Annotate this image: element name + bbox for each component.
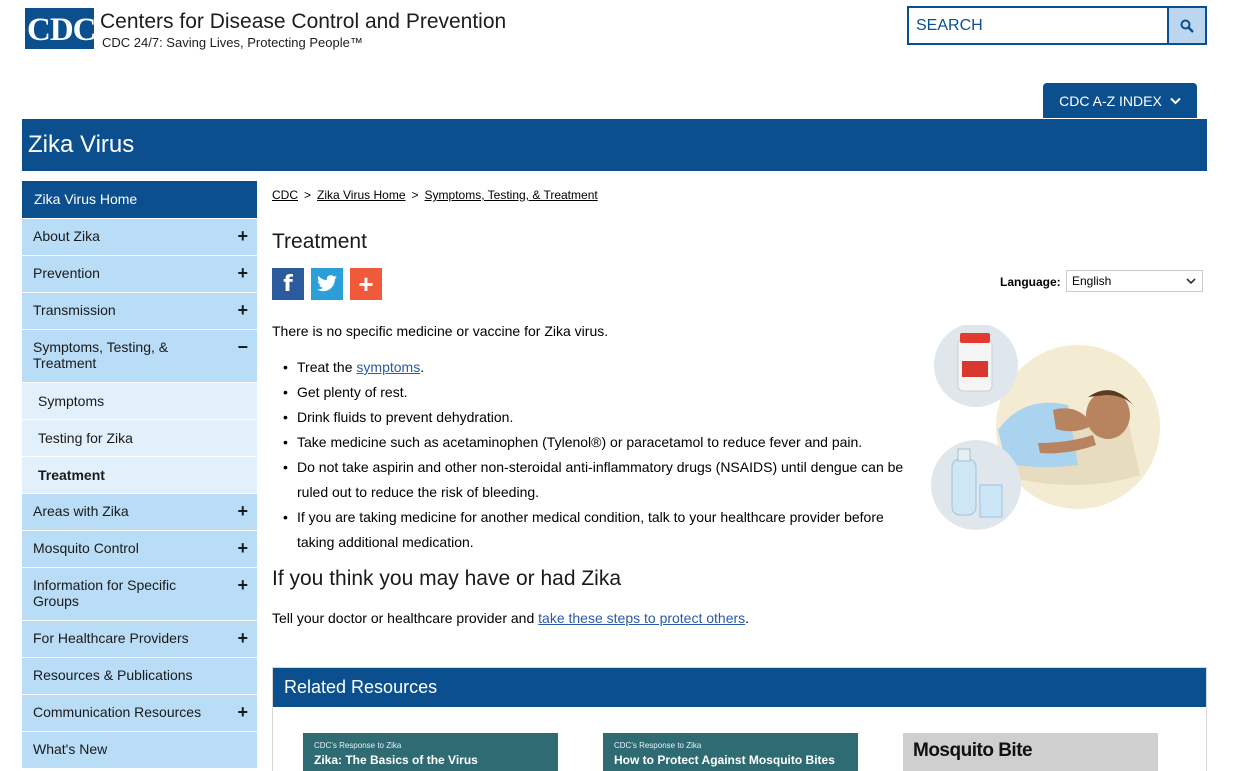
resting-person-illustration xyxy=(928,325,1163,535)
sidebar-item-label: Symptoms, Testing, & Treatment xyxy=(33,339,169,371)
share-buttons xyxy=(272,268,382,300)
sidebar-item-label: About Zika xyxy=(33,228,100,244)
sidebar-item-label: Areas with Zika xyxy=(33,503,129,519)
language-select[interactable] xyxy=(1066,270,1203,292)
list-item: • Get plenty of rest. xyxy=(297,380,907,405)
facebook-icon: f xyxy=(283,271,293,297)
language-label: Language: xyxy=(1000,275,1061,289)
sidebar-item-about-zika[interactable] xyxy=(22,218,257,255)
list-item: • Drink fluids to prevent dehydration. xyxy=(297,405,907,430)
org-name[interactable]: Centers for Disease Control and Prevention xyxy=(100,10,507,33)
facebook-share-button[interactable] xyxy=(272,268,304,300)
expand-plus-icon[interactable]: + xyxy=(237,702,248,722)
org-tagline: CDC 24/7: Saving Lives, Protecting People™ xyxy=(102,35,363,50)
sidebar-item-communication-resources[interactable] xyxy=(22,694,257,731)
sidebar-item-label: Mosquito Control xyxy=(33,540,139,556)
sidebar-item-label: Information for Specific Groups xyxy=(33,577,177,609)
expand-plus-icon[interactable]: + xyxy=(237,628,248,648)
breadcrumb-symptoms[interactable]: Symptoms, Testing, & Treatment xyxy=(424,188,598,202)
expand-plus-icon[interactable]: + xyxy=(237,575,248,595)
sidebar-item-label: Resources & Publications xyxy=(33,667,193,683)
search-icon xyxy=(1180,19,1194,33)
language-selected-value: English xyxy=(1072,274,1112,288)
list-item: • If you are taking medicine for another medical condition, talk to your healthcare provider before taking additional medication. xyxy=(297,505,907,555)
cdc-logo[interactable]: CDC xyxy=(25,8,94,49)
sidebar-item-areas-with-zika[interactable] xyxy=(22,493,257,530)
addthis-share-button[interactable] xyxy=(350,268,382,300)
sidebar-item-label: Communication Resources xyxy=(33,704,202,720)
sidebar-item-resources-publications[interactable] xyxy=(22,657,257,694)
breadcrumb: CDC > Zika Virus Home > Symptoms, Testing, & Treatment xyxy=(272,188,598,202)
sidebar-item-prevention[interactable] xyxy=(22,255,257,292)
list-item: • Take medicine such as acetaminophen (Tylenol®) or paracetamol to reduce fever and pain. xyxy=(297,430,907,455)
az-index-button[interactable] xyxy=(1043,83,1197,118)
list-item: • Do not take aspirin and other non-steroidal anti-inflammatory drugs (NSAIDS) until dengue can be ruled out to reduce the risk of bleeding. xyxy=(297,455,907,505)
sidebar-item-healthcare-providers[interactable] xyxy=(22,620,257,657)
symptoms-link[interactable]: symptoms xyxy=(356,359,421,375)
search-input[interactable] xyxy=(909,8,1167,43)
sidebar-item-home[interactable]: Zika Virus Home xyxy=(22,181,257,218)
twitter-share-button[interactable] xyxy=(311,268,343,300)
breadcrumb-zika-home[interactable]: Zika Virus Home xyxy=(317,188,406,202)
page-banner xyxy=(22,119,1207,171)
related-resources-panel xyxy=(272,667,1207,771)
chevron-down-icon xyxy=(1170,97,1181,105)
treatment-list xyxy=(297,355,907,555)
page-title: Treatment xyxy=(272,230,367,253)
search-box xyxy=(907,6,1207,45)
search-button[interactable] xyxy=(1167,8,1205,43)
breadcrumb-cdc[interactable]: CDC xyxy=(272,188,298,202)
resource-card[interactable]: CDC's Response to Zika Zika: The Basics of the Virus xyxy=(303,733,558,771)
sidebar-item-label: Transmission xyxy=(33,302,116,318)
advice-text: Tell your doctor or healthcare provider and take these steps to protect others. xyxy=(272,610,750,626)
collapse-minus-icon[interactable]: − xyxy=(237,337,248,357)
twitter-icon xyxy=(316,275,338,293)
az-index-label: CDC A-Z INDEX xyxy=(1059,92,1162,109)
chevron-down-icon xyxy=(1186,272,1196,290)
sidebar-item-transmission[interactable] xyxy=(22,292,257,329)
sidebar-item-label: Prevention xyxy=(33,265,100,281)
sidebar-item-label: What's New xyxy=(33,741,108,757)
sidebar-item-specific-groups[interactable] xyxy=(22,567,257,620)
protect-others-link[interactable]: take these steps to protect others xyxy=(538,610,746,626)
banner-title: Zika Virus xyxy=(28,131,135,158)
sidebar-item-mosquito-control[interactable] xyxy=(22,530,257,567)
section-heading: If you think you may have or had Zika xyxy=(272,567,622,590)
expand-plus-icon[interactable]: + xyxy=(237,263,248,283)
list-item: • Treat the symptoms. xyxy=(297,355,907,380)
expand-plus-icon[interactable]: + xyxy=(237,226,248,246)
resource-card[interactable]: CDC's Response to Zika How to Protect Against Mosquito Bites xyxy=(603,733,858,771)
sidebar-nav xyxy=(22,181,257,768)
sidebar-item-whats-new[interactable] xyxy=(22,731,257,768)
sidebar-subitem-treatment[interactable]: Treatment xyxy=(22,456,257,493)
sidebar-subitem-symptoms[interactable]: Symptoms xyxy=(22,382,257,419)
expand-plus-icon[interactable]: + xyxy=(237,501,248,521)
related-resources-title: Related Resources xyxy=(273,668,1206,707)
expand-plus-icon[interactable]: + xyxy=(237,538,248,558)
sidebar-subitem-testing[interactable]: Testing for Zika xyxy=(22,419,257,456)
sidebar-item-symptoms-testing-treatment[interactable] xyxy=(22,329,257,382)
expand-plus-icon[interactable]: + xyxy=(237,300,248,320)
plus-icon: + xyxy=(358,268,374,299)
sidebar-item-label: For Healthcare Providers xyxy=(33,630,189,646)
intro-text: There is no specific medicine or vaccine for Zika virus. xyxy=(272,323,609,339)
resource-card[interactable]: Mosquito Bite xyxy=(903,733,1158,771)
